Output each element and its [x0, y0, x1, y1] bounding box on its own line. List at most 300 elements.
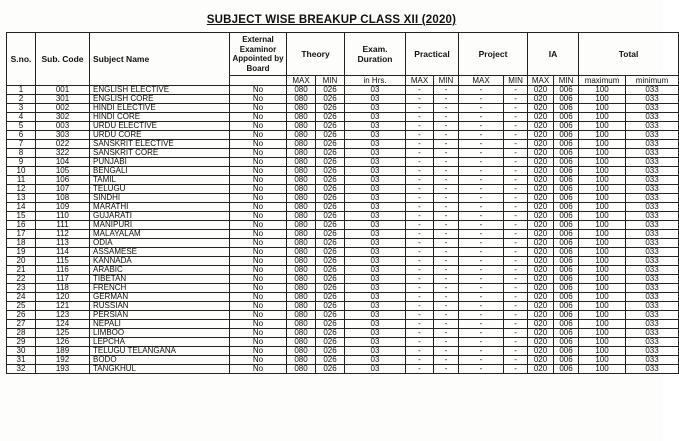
cell-exam-duration: 03 [345, 293, 406, 302]
cell-subject-name: MALAYALAM [90, 230, 230, 239]
cell-project-max: - [459, 266, 504, 275]
cell-external-examiner: No [230, 248, 287, 257]
cell-project-max: - [459, 185, 504, 194]
cell-ia-min: 006 [554, 149, 579, 158]
cell-subject-name: ENGLISH ELECTIVE [90, 86, 230, 95]
cell-ia-max: 020 [528, 230, 554, 239]
cell-theory-min: 026 [316, 365, 345, 374]
cell-ia-max: 020 [528, 275, 554, 284]
cell-ia-max: 020 [528, 293, 554, 302]
cell-sno: 4 [7, 113, 36, 122]
cell-external-examiner: No [230, 239, 287, 248]
cell-theory-max: 080 [287, 302, 316, 311]
cell-subject-name: ODIA [90, 239, 230, 248]
cell-sub-code: 111 [36, 221, 90, 230]
cell-theory-max: 080 [287, 230, 316, 239]
cell-ia-min: 006 [554, 185, 579, 194]
cell-theory-max: 080 [287, 311, 316, 320]
cell-total-maximum: 100 [579, 284, 626, 293]
cell-external-examiner: No [230, 167, 287, 176]
cell-ia-min: 006 [554, 95, 579, 104]
cell-subject-name: BENGALI [90, 167, 230, 176]
cell-practical-max: - [406, 356, 434, 365]
cell-practical-max: - [406, 338, 434, 347]
cell-ia-min: 006 [554, 176, 579, 185]
cell-ia-max: 020 [528, 113, 554, 122]
cell-theory-min: 026 [316, 167, 345, 176]
cell-exam-duration: 03 [345, 86, 406, 95]
cell-external-examiner: No [230, 230, 287, 239]
cell-sub-code: 105 [36, 167, 90, 176]
cell-ia-max: 020 [528, 365, 554, 374]
cell-theory-max: 080 [287, 158, 316, 167]
cell-theory-max: 080 [287, 284, 316, 293]
cell-sub-code: 112 [36, 230, 90, 239]
cell-theory-min: 026 [316, 176, 345, 185]
cell-ia-min: 006 [554, 284, 579, 293]
header-project: Project [459, 33, 528, 76]
cell-subject-name: URDU ELECTIVE [90, 122, 230, 131]
cell-subject-name: HINDI CORE [90, 113, 230, 122]
cell-ia-min: 006 [554, 338, 579, 347]
cell-external-examiner: No [230, 131, 287, 140]
cell-total-maximum: 100 [579, 185, 626, 194]
cell-total-maximum: 100 [579, 86, 626, 95]
cell-exam-duration: 03 [345, 149, 406, 158]
cell-theory-max: 080 [287, 176, 316, 185]
cell-exam-duration: 03 [345, 131, 406, 140]
cell-total-maximum: 100 [579, 320, 626, 329]
cell-project-max: - [459, 356, 504, 365]
cell-total-minimum: 033 [626, 86, 679, 95]
cell-total-minimum: 033 [626, 167, 679, 176]
header-sno: S.no. [7, 33, 36, 86]
cell-practical-max: - [406, 302, 434, 311]
cell-practical-min: - [434, 338, 459, 347]
cell-sno: 13 [7, 194, 36, 203]
cell-project-min: - [504, 257, 528, 266]
cell-project-min: - [504, 248, 528, 257]
cell-practical-max: - [406, 347, 434, 356]
cell-project-max: - [459, 230, 504, 239]
page-title: SUBJECT WISE BREAKUP CLASS XII (2020) [206, 14, 457, 26]
cell-total-maximum: 100 [579, 239, 626, 248]
cell-practical-min: - [434, 203, 459, 212]
cell-total-minimum: 033 [626, 284, 679, 293]
cell-practical-min: - [434, 275, 459, 284]
cell-ia-max: 020 [528, 302, 554, 311]
cell-practical-max: - [406, 311, 434, 320]
cell-total-minimum: 033 [626, 95, 679, 104]
cell-total-minimum: 033 [626, 266, 679, 275]
subheader-ia-min: MIN [554, 76, 579, 86]
cell-project-min: - [504, 212, 528, 221]
cell-project-max: - [459, 104, 504, 113]
cell-project-min: - [504, 365, 528, 374]
cell-theory-max: 080 [287, 221, 316, 230]
cell-external-examiner: No [230, 347, 287, 356]
cell-external-examiner: No [230, 149, 287, 158]
cell-subject-name: SANSKRIT CORE [90, 149, 230, 158]
cell-total-maximum: 100 [579, 194, 626, 203]
cell-sno: 21 [7, 266, 36, 275]
cell-theory-min: 026 [316, 221, 345, 230]
cell-project-max: - [459, 176, 504, 185]
cell-sno: 18 [7, 239, 36, 248]
cell-external-examiner: No [230, 320, 287, 329]
header-sub-code: Sub. Code [36, 33, 90, 86]
cell-project-max: - [459, 311, 504, 320]
cell-practical-min: - [434, 167, 459, 176]
cell-project-max: - [459, 212, 504, 221]
cell-practical-max: - [406, 194, 434, 203]
cell-sno: 26 [7, 311, 36, 320]
cell-theory-min: 026 [316, 131, 345, 140]
cell-exam-duration: 03 [345, 167, 406, 176]
cell-ia-max: 020 [528, 221, 554, 230]
subheader-project-max: MAX [459, 76, 504, 86]
cell-project-max: - [459, 293, 504, 302]
cell-ia-min: 006 [554, 86, 579, 95]
cell-theory-min: 026 [316, 95, 345, 104]
cell-project-min: - [504, 95, 528, 104]
cell-total-minimum: 033 [626, 221, 679, 230]
cell-exam-duration: 03 [345, 185, 406, 194]
cell-exam-duration: 03 [345, 275, 406, 284]
cell-theory-min: 026 [316, 104, 345, 113]
cell-theory-max: 080 [287, 113, 316, 122]
cell-theory-min: 026 [316, 185, 345, 194]
cell-theory-min: 026 [316, 293, 345, 302]
cell-ia-min: 006 [554, 320, 579, 329]
cell-total-minimum: 033 [626, 203, 679, 212]
cell-practical-max: - [406, 122, 434, 131]
cell-ia-max: 020 [528, 257, 554, 266]
cell-subject-name: NEPALI [90, 320, 230, 329]
cell-practical-max: - [406, 230, 434, 239]
header-total: Total [579, 33, 679, 76]
cell-exam-duration: 03 [345, 302, 406, 311]
cell-sno: 15 [7, 212, 36, 221]
cell-theory-min: 026 [316, 266, 345, 275]
cell-practical-max: - [406, 275, 434, 284]
cell-subject-name: SINDHI [90, 194, 230, 203]
cell-project-min: - [504, 239, 528, 248]
cell-ia-min: 006 [554, 104, 579, 113]
cell-practical-max: - [406, 293, 434, 302]
cell-total-maximum: 100 [579, 203, 626, 212]
cell-total-maximum: 100 [579, 167, 626, 176]
cell-theory-max: 080 [287, 104, 316, 113]
cell-project-min: - [504, 284, 528, 293]
cell-project-max: - [459, 302, 504, 311]
cell-practical-max: - [406, 203, 434, 212]
cell-external-examiner: No [230, 338, 287, 347]
cell-sub-code: 109 [36, 203, 90, 212]
cell-theory-min: 026 [316, 86, 345, 95]
cell-practical-max: - [406, 320, 434, 329]
subheader-blank [230, 76, 287, 86]
cell-ia-min: 006 [554, 365, 579, 374]
cell-sno: 31 [7, 356, 36, 365]
cell-exam-duration: 03 [345, 257, 406, 266]
cell-total-maximum: 100 [579, 113, 626, 122]
cell-total-minimum: 033 [626, 149, 679, 158]
cell-subject-name: HINDI ELECTIVE [90, 104, 230, 113]
cell-total-maximum: 100 [579, 356, 626, 365]
cell-practical-max: - [406, 176, 434, 185]
cell-practical-min: - [434, 365, 459, 374]
cell-ia-min: 006 [554, 248, 579, 257]
cell-sno: 2 [7, 95, 36, 104]
cell-subject-name: ASSAMESE [90, 248, 230, 257]
cell-theory-max: 080 [287, 365, 316, 374]
cell-exam-duration: 03 [345, 266, 406, 275]
cell-theory-min: 026 [316, 338, 345, 347]
cell-practical-min: - [434, 248, 459, 257]
cell-practical-max: - [406, 167, 434, 176]
cell-practical-min: - [434, 230, 459, 239]
cell-total-maximum: 100 [579, 149, 626, 158]
cell-theory-max: 080 [287, 212, 316, 221]
cell-ia-max: 020 [528, 203, 554, 212]
cell-subject-name: TELUGU [90, 185, 230, 194]
cell-theory-max: 080 [287, 95, 316, 104]
cell-practical-min: - [434, 149, 459, 158]
cell-total-maximum: 100 [579, 266, 626, 275]
cell-theory-min: 026 [316, 230, 345, 239]
cell-external-examiner: No [230, 113, 287, 122]
cell-ia-max: 020 [528, 266, 554, 275]
cell-practical-max: - [406, 113, 434, 122]
cell-sub-code: 301 [36, 95, 90, 104]
cell-total-minimum: 033 [626, 104, 679, 113]
cell-ia-max: 020 [528, 122, 554, 131]
cell-practical-min: - [434, 104, 459, 113]
cell-subject-name: TELUGU TELANGANA [90, 347, 230, 356]
cell-sub-code: 104 [36, 158, 90, 167]
cell-external-examiner: No [230, 356, 287, 365]
cell-practical-min: - [434, 221, 459, 230]
cell-practical-min: - [434, 347, 459, 356]
cell-project-min: - [504, 311, 528, 320]
cell-project-max: - [459, 284, 504, 293]
cell-exam-duration: 03 [345, 194, 406, 203]
cell-ia-max: 020 [528, 284, 554, 293]
cell-sno: 20 [7, 257, 36, 266]
cell-practical-min: - [434, 176, 459, 185]
cell-sno: 11 [7, 176, 36, 185]
cell-subject-name: PUNJABI [90, 158, 230, 167]
cell-subject-name: MARATHI [90, 203, 230, 212]
cell-practical-max: - [406, 221, 434, 230]
cell-theory-max: 080 [287, 167, 316, 176]
cell-subject-name: GERMAN [90, 293, 230, 302]
cell-sno: 12 [7, 185, 36, 194]
cell-project-max: - [459, 338, 504, 347]
cell-total-maximum: 100 [579, 248, 626, 257]
cell-subject-name: TANGKHUL [90, 365, 230, 374]
cell-ia-min: 006 [554, 311, 579, 320]
cell-ia-max: 020 [528, 95, 554, 104]
cell-external-examiner: No [230, 257, 287, 266]
cell-exam-duration: 03 [345, 320, 406, 329]
cell-project-min: - [504, 113, 528, 122]
cell-total-maximum: 100 [579, 365, 626, 374]
cell-practical-max: - [406, 329, 434, 338]
cell-subject-name: ARABIC [90, 266, 230, 275]
cell-total-maximum: 100 [579, 158, 626, 167]
cell-practical-max: - [406, 158, 434, 167]
cell-exam-duration: 03 [345, 176, 406, 185]
cell-sub-code: 003 [36, 122, 90, 131]
cell-sno: 19 [7, 248, 36, 257]
cell-total-minimum: 033 [626, 176, 679, 185]
cell-ia-min: 006 [554, 329, 579, 338]
cell-total-minimum: 033 [626, 293, 679, 302]
cell-theory-min: 026 [316, 212, 345, 221]
cell-sub-code: 107 [36, 185, 90, 194]
cell-exam-duration: 03 [345, 158, 406, 167]
cell-project-max: - [459, 158, 504, 167]
cell-practical-max: - [406, 239, 434, 248]
cell-total-maximum: 100 [579, 293, 626, 302]
cell-ia-min: 006 [554, 266, 579, 275]
cell-practical-min: - [434, 86, 459, 95]
table-body [7, 86, 679, 374]
cell-theory-min: 026 [316, 257, 345, 266]
cell-sub-code: 322 [36, 149, 90, 158]
cell-total-minimum: 033 [626, 365, 679, 374]
cell-theory-min: 026 [316, 329, 345, 338]
cell-practical-min: - [434, 257, 459, 266]
cell-theory-max: 080 [287, 275, 316, 284]
cell-sub-code: 192 [36, 356, 90, 365]
cell-sub-code: 189 [36, 347, 90, 356]
cell-ia-min: 006 [554, 122, 579, 131]
cell-external-examiner: No [230, 266, 287, 275]
cell-sub-code: 121 [36, 302, 90, 311]
cell-external-examiner: No [230, 203, 287, 212]
subheader-ia-max: MAX [528, 76, 554, 86]
cell-sub-code: 124 [36, 320, 90, 329]
cell-practical-min: - [434, 320, 459, 329]
cell-theory-max: 080 [287, 149, 316, 158]
cell-subject-name: KANNADA [90, 257, 230, 266]
cell-sno: 6 [7, 131, 36, 140]
cell-exam-duration: 03 [345, 122, 406, 131]
cell-theory-min: 026 [316, 248, 345, 257]
cell-theory-max: 080 [287, 356, 316, 365]
cell-practical-max: - [406, 365, 434, 374]
cell-project-max: - [459, 320, 504, 329]
cell-practical-min: - [434, 122, 459, 131]
cell-ia-max: 020 [528, 131, 554, 140]
cell-sno: 25 [7, 302, 36, 311]
cell-project-min: - [504, 203, 528, 212]
cell-project-min: - [504, 329, 528, 338]
cell-ia-max: 020 [528, 140, 554, 149]
cell-total-minimum: 033 [626, 131, 679, 140]
cell-total-maximum: 100 [579, 302, 626, 311]
cell-total-maximum: 100 [579, 275, 626, 284]
cell-subject-name: FRENCH [90, 284, 230, 293]
cell-total-maximum: 100 [579, 131, 626, 140]
table-row [7, 365, 679, 374]
cell-external-examiner: No [230, 95, 287, 104]
cell-total-minimum: 033 [626, 320, 679, 329]
cell-ia-max: 020 [528, 149, 554, 158]
cell-ia-max: 020 [528, 248, 554, 257]
cell-total-maximum: 100 [579, 329, 626, 338]
cell-theory-min: 026 [316, 320, 345, 329]
cell-practical-min: - [434, 266, 459, 275]
cell-theory-max: 080 [287, 329, 316, 338]
subject-breakup-table [6, 32, 679, 374]
cell-ia-min: 006 [554, 239, 579, 248]
cell-sub-code: 002 [36, 104, 90, 113]
cell-total-maximum: 100 [579, 122, 626, 131]
cell-ia-min: 006 [554, 347, 579, 356]
cell-theory-min: 026 [316, 158, 345, 167]
cell-subject-name: RUSSIAN [90, 302, 230, 311]
cell-external-examiner: No [230, 185, 287, 194]
cell-sub-code: 108 [36, 194, 90, 203]
cell-sno: 14 [7, 203, 36, 212]
cell-ia-min: 006 [554, 230, 579, 239]
cell-subject-name: GUJARATI [90, 212, 230, 221]
cell-theory-min: 026 [316, 302, 345, 311]
cell-exam-duration: 03 [345, 239, 406, 248]
cell-total-minimum: 033 [626, 311, 679, 320]
cell-project-max: - [459, 149, 504, 158]
cell-practical-max: - [406, 257, 434, 266]
cell-ia-max: 020 [528, 194, 554, 203]
cell-ia-min: 006 [554, 257, 579, 266]
cell-sub-code: 115 [36, 257, 90, 266]
cell-ia-min: 006 [554, 167, 579, 176]
cell-exam-duration: 03 [345, 356, 406, 365]
cell-practical-min: - [434, 311, 459, 320]
cell-project-max: - [459, 194, 504, 203]
cell-practical-min: - [434, 302, 459, 311]
cell-sub-code: 120 [36, 293, 90, 302]
cell-ia-max: 020 [528, 329, 554, 338]
cell-project-min: - [504, 230, 528, 239]
cell-theory-min: 026 [316, 203, 345, 212]
cell-ia-max: 020 [528, 338, 554, 347]
cell-project-max: - [459, 257, 504, 266]
cell-project-min: - [504, 338, 528, 347]
cell-total-maximum: 100 [579, 257, 626, 266]
cell-subject-name: LIMBOO [90, 329, 230, 338]
cell-practical-min: - [434, 239, 459, 248]
cell-sno: 9 [7, 158, 36, 167]
header-practical: Practical [406, 33, 459, 76]
cell-sub-code: 303 [36, 131, 90, 140]
cell-practical-max: - [406, 86, 434, 95]
cell-practical-min: - [434, 194, 459, 203]
cell-project-max: - [459, 131, 504, 140]
header-subject-name: Subject Name [90, 33, 230, 86]
cell-ia-max: 020 [528, 176, 554, 185]
cell-theory-min: 026 [316, 140, 345, 149]
cell-exam-duration: 03 [345, 347, 406, 356]
cell-practical-max: - [406, 266, 434, 275]
cell-project-min: - [504, 86, 528, 95]
cell-sub-code: 114 [36, 248, 90, 257]
cell-exam-duration: 03 [345, 221, 406, 230]
